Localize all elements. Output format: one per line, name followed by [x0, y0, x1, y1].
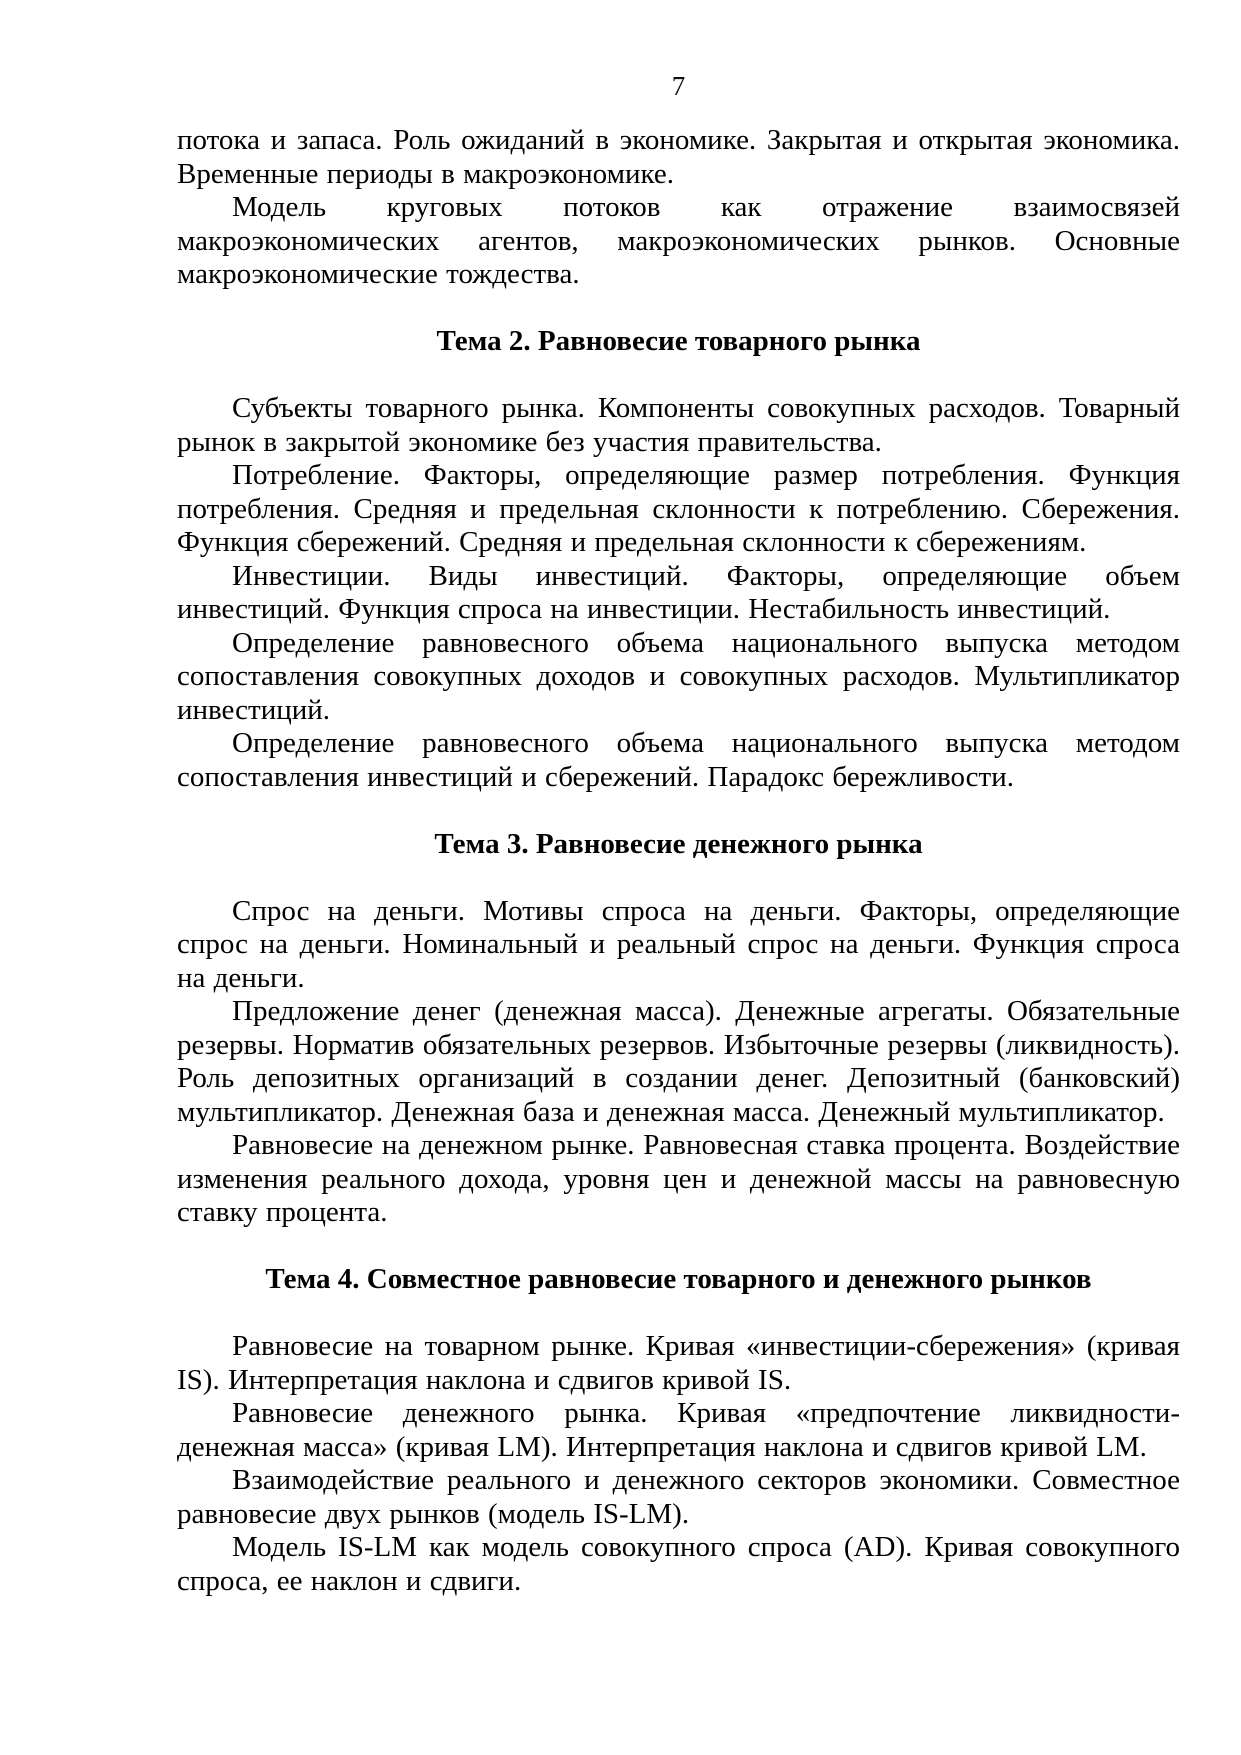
paragraph: Инвестиции. Виды инвестиций. Факторы, определяющие объем инвестиций. Функция спроса на инвестиции. Нестабильность инвестиций. [177, 559, 1180, 625]
paragraph: Субъекты товарного рынка. Компоненты совокупных расходов. Товарный рынок в закрытой экономике без участия правительства. [177, 392, 1180, 458]
paragraph: Спрос на деньги. Мотивы спроса на деньги. Факторы, определяющие спрос на деньги. Номинальный и реальный спрос на деньги. Функция спроса на деньги. [177, 894, 1180, 994]
section-heading-tema-2: Тема 2. Равновесие товарного рынка [436, 325, 921, 357]
paragraph: Модель круговых потоков как отражение взаимосвязей макроэкономических агентов, макроэкономических рынков. Основные макроэкономические тождества. [177, 191, 1180, 290]
document-body [177, 124, 1180, 1598]
page-number: 7 [671, 71, 686, 101]
paragraph: Равновесие на денежном рынке. Равновесная ставка процента. Воздействие изменения реального дохода, уровня цен и денежной массы на равновесную ставку процента. [177, 1129, 1180, 1228]
paragraph: Определение равновесного объема национального выпуска методом сопоставления совокупных доходов и совокупных расходов. Мультипликатор инвестиций. [177, 626, 1180, 726]
paragraph-continuation: потока и запаса. Роль ожиданий в экономике. Закрытая и открытая экономика. Временные периоды в макроэкономике. [177, 124, 1180, 190]
section-heading-tema-4: Тема 4. Совместное равновесие товарного и денежного рынков [265, 1263, 1092, 1295]
paragraph: Потребление. Факторы, определяющие размер потребления. Функция потребления. Средняя и предельная склонности к потреблению. Сбережения. Функция сбережений. Средняя и предельная склонности к сбережениям. [177, 459, 1180, 558]
paragraph: Равновесие на товарном рынке. Кривая «инвестиции-сбережения» (кривая IS). Интерпретация наклона и сдвигов кривой IS. [177, 1330, 1180, 1396]
paragraph: Взаимодействие реального и денежного секторов экономики. Совместное равновесие двух рынков (модель IS-LM). [177, 1464, 1180, 1530]
section-heading-tema-3: Тема 3. Равновесие денежного рынка [434, 827, 923, 860]
paragraph: Определение равновесного объема национального выпуска методом сопоставления инвестиций и сбережений. Парадокс бережливости. [177, 727, 1180, 793]
paragraph: Предложение денег (денежная масса). Денежные агрегаты. Обязательные резервы. Норматив обязательных резервов. Избыточные резервы (ликвидность). Роль депозитных организаций в создании денег. Депозитный (банковский) мультипликатор. Денежная база и денежная масса. Денежный мультипликатор. [177, 995, 1180, 1128]
paragraph: Равновесие денежного рынка. Кривая «предпочтение ликвидности-денежная масса» (кривая LM). Интерпретация наклона и сдвигов кривой LM. [177, 1397, 1180, 1463]
paragraph: Модель IS-LM как модель совокупного спроса (AD). Кривая совокупного спроса, ее наклон и сдвиги. [177, 1531, 1180, 1597]
